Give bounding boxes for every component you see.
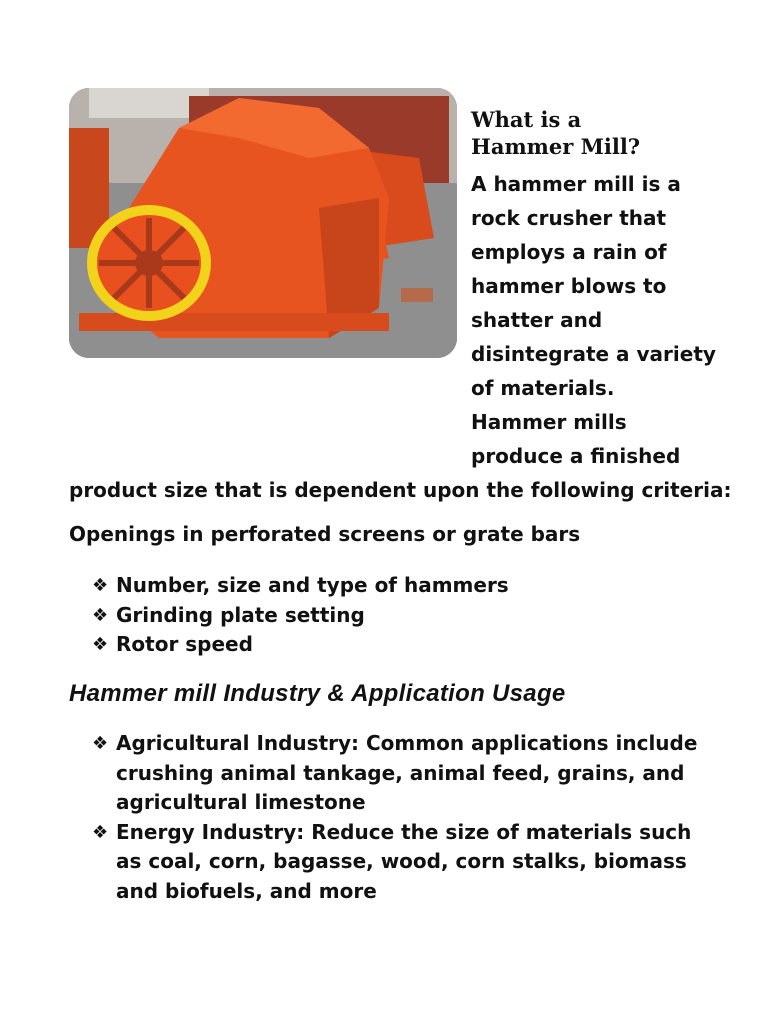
list-item-text: Number, size and type of hammers — [116, 573, 509, 597]
list-item-text: Energy Industry: Reduce the size of materials such as coal, corn, bagasse, wood, corn stalks, biomass and biofuels, and more — [116, 819, 692, 903]
intro-paragraph — [471, 167, 721, 473]
list-item-text: Agricultural Industry: Common applications include crushing animal tankage, animal feed, grains, and agricultural limestone — [116, 731, 698, 814]
list-item — [92, 729, 712, 818]
intro-line: A hammer mill is a — [471, 172, 681, 196]
heading-line: Hammer Mill? — [471, 134, 641, 159]
page-heading — [471, 106, 751, 160]
diamond-bullet-icon: ❖ — [92, 575, 109, 596]
intro-continuation: product size that is dependent upon the following criteria: — [69, 478, 732, 502]
list-item — [92, 630, 752, 660]
diamond-bullet-icon: ❖ — [92, 604, 109, 626]
list-item — [92, 818, 712, 907]
criteria-openings: Openings in perforated screens or grate bars — [69, 522, 581, 546]
intro-line: hammer blows to — [471, 274, 667, 298]
intro-line: produce a finished — [471, 444, 681, 468]
list-item — [92, 601, 752, 631]
diamond-bullet-icon: ❖ — [92, 821, 109, 843]
heading-line: What is a — [471, 107, 582, 132]
intro-line: rock crusher that — [471, 206, 667, 230]
intro-line: shatter and — [471, 308, 603, 332]
list-item-text: Grinding plate setting — [116, 602, 365, 627]
diamond-bullet-icon: ❖ — [92, 733, 109, 754]
hammer-mill-illustration — [69, 88, 457, 358]
intro-line: employs a rain of — [471, 240, 667, 264]
industry-list — [92, 729, 712, 906]
intro-line: disintegrate a variety — [471, 342, 716, 366]
diamond-bullet-icon: ❖ — [92, 634, 109, 655]
section-title: Hammer mill Industry & Application Usage — [69, 680, 566, 707]
intro-line: of materials. — [471, 376, 615, 400]
list-item-text: Rotor speed — [116, 632, 253, 656]
hammer-mill-photo — [69, 88, 457, 358]
intro-line: Hammer mills — [471, 410, 627, 434]
list-item — [92, 571, 752, 601]
criteria-list — [92, 571, 752, 660]
